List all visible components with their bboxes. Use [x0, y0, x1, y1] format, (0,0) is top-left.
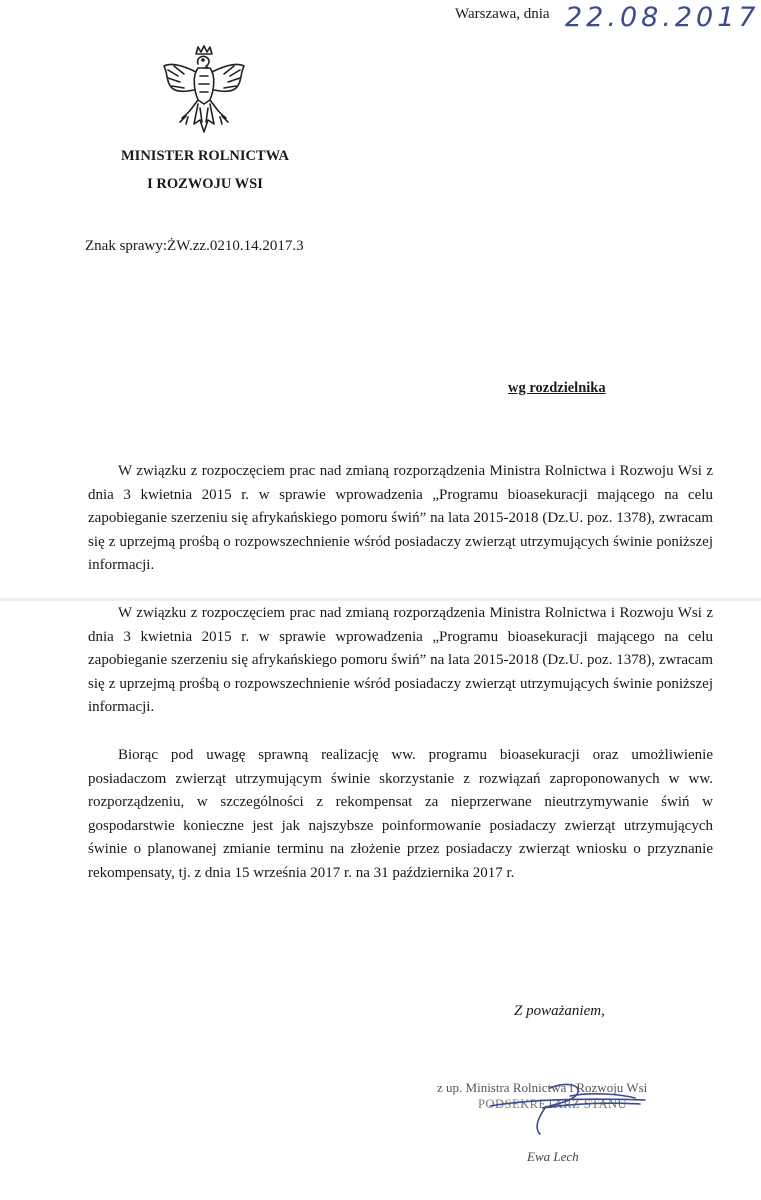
signer-name: Ewa Lech: [527, 1149, 579, 1164]
handwritten-date: 22.08.2017: [565, 2, 760, 33]
case-reference: Znak sprawy:ŻW.zz.0210.14.2017.3: [85, 238, 304, 254]
body-paragraph-3: Biorąc pod uwagę sprawną realizację ww. programu bioasekuracji oraz umożliwienie posiadaczom zwierząt utrzymującym świnie skorzystanie z rozwiązań zaproponowanych w ww. rozporządzeniu, w szczególności z rekompensat za nieprzerwane nieutrzymywanie świń w gospodarstwie konieczne jest jak najszybsze poinformowanie posiadaczy zwierząt utrzymujących świnie o planowanej zmianie terminu na złożenie przez posiadaczy zwierząt wniosku o przyznanie rekompensaty, tj. z dnia 15 września 2017 r. na 31 października 2017 r.: [88, 747, 713, 881]
recipient-line: wg rozdzielnika: [508, 380, 606, 396]
place-date-prefix: Warszawa, dnia: [455, 6, 550, 22]
page-fold-line: [0, 598, 761, 601]
closing-salutation: Z poważaniem,: [514, 1003, 605, 1019]
ministry-name-line2: I ROZWOJU WSI: [147, 176, 263, 192]
authorization-stamp-line1: z up. Ministra Rolnictwa i Rozwoju Wsi: [437, 1080, 648, 1095]
body-paragraph-2: W związku z rozpoczęciem prac nad zmianą rozporządzenia Ministra Rolnictwa i Rozwoju Wsi z dnia 3 kwietnia 2015 r. w sprawie wprowadzenia „Programu bioasekuracji mającego na celu zapobieganie szerzeniu się afrykańskiego pomoru świń” na lata 2015-2018 (Dz.U. poz. 1378), zwracam się z uprzejmą prośbą o rozpowszechnienie wśród posiadaczy zwierząt utrzymujących świnie poniższej informacji.: [88, 605, 713, 716]
authorization-stamp-line2: PODSEKRETARZ STANU: [478, 1097, 628, 1111]
body-paragraph-1: W związku z rozpoczęciem prac nad zmianą rozporządzenia Ministra Rolnictwa i Rozwoju Wsi z dnia 3 kwietnia 2015 r. w sprawie wprowadzenia „Programu bioasekuracji mającego na celu zapobieganie szerzeniu się afrykańskiego pomoru świń” na lata 2015-2018 (Dz.U. poz. 1378), zwracam się z uprzejmą prośbą o rozpowszechnienie wśród posiadaczy zwierząt utrzymujących świnie poniższej informacji.: [88, 463, 713, 574]
ministry-name-line1: MINISTER ROLNICTWA: [121, 148, 289, 164]
polish-eagle-emblem-icon: [158, 44, 250, 140]
handwritten-signature-icon: [430, 1078, 680, 1138]
